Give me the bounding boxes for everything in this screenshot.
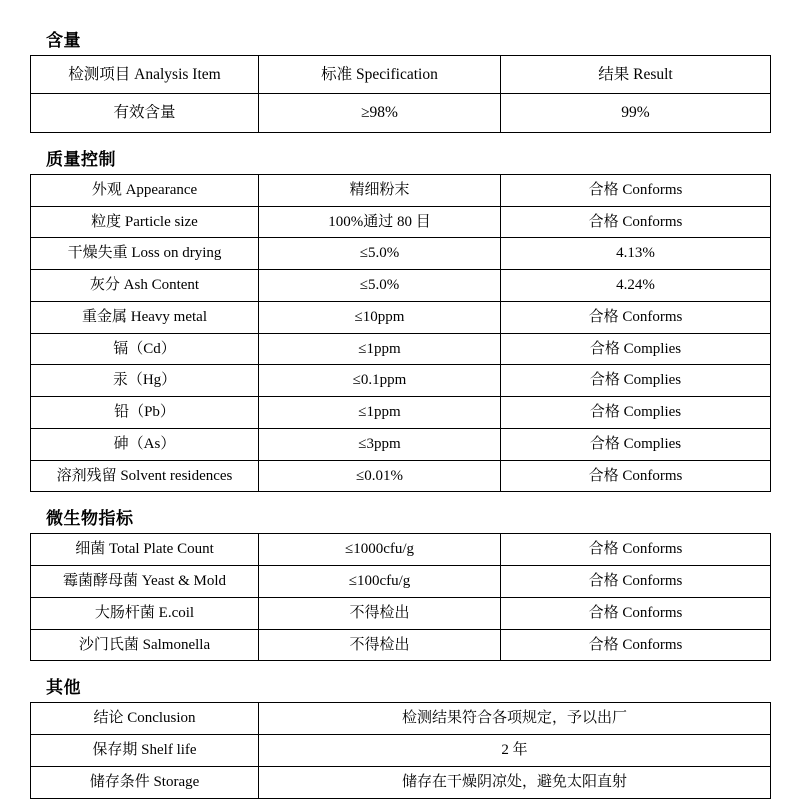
cell-specification: ≤10ppm: [259, 301, 501, 333]
cell-result: 合格 Conforms: [501, 629, 771, 661]
cell-specification: ≤0.1ppm: [259, 365, 501, 397]
cell-specification: ≤5.0%: [259, 270, 501, 302]
table-row: [31, 735, 771, 767]
section-quality-control: [30, 145, 770, 493]
cell-result: 合格 Conforms: [501, 597, 771, 629]
cell-item: 储存条件 Storage: [31, 766, 259, 798]
cell-item: 结论 Conclusion: [31, 703, 259, 735]
table-row: [31, 174, 771, 206]
table-header-row: [31, 56, 771, 94]
cell-result: 合格 Conforms: [501, 206, 771, 238]
cell-result: 合格 Conforms: [501, 534, 771, 566]
cell-item: 干燥失重 Loss on drying: [31, 238, 259, 270]
table-row: [31, 270, 771, 302]
cell-result: 4.13%: [501, 238, 771, 270]
cell-specification: ≤1ppm: [259, 333, 501, 365]
cell-value: 2 年: [259, 735, 771, 767]
cell-specification: 精细粉末: [259, 174, 501, 206]
microbiology-table: [30, 533, 771, 661]
table-row: [31, 301, 771, 333]
cell-result: 合格 Complies: [501, 428, 771, 460]
cell-item: 保存期 Shelf life: [31, 735, 259, 767]
cell-value: 储存在干燥阴凉处，避免太阳直射: [259, 766, 771, 798]
cell-item: 镉（Cd）: [31, 333, 259, 365]
cell-item: 重金属 Heavy metal: [31, 301, 259, 333]
section-microbiology: [30, 504, 770, 661]
table-row: [31, 428, 771, 460]
cell-item: 溶剂残留 Solvent residences: [31, 460, 259, 492]
cell-result: 合格 Complies: [501, 397, 771, 429]
header-cell-item: 检测项目 Analysis Item: [31, 56, 259, 94]
cell-result: 合格 Conforms: [501, 566, 771, 598]
section-title-microbiology: 微生物指标: [46, 509, 134, 529]
header-cell-specification: 标准 Specification: [259, 56, 501, 94]
cell-result: 4.24%: [501, 270, 771, 302]
cell-specification: 不得检出: [259, 629, 501, 661]
cell-specification: ≤1000cfu/g: [259, 534, 501, 566]
cell-result: 合格 Conforms: [501, 174, 771, 206]
cell-item: 有效含量: [31, 94, 259, 132]
cell-result: 合格 Conforms: [501, 460, 771, 492]
cell-result: 合格 Conforms: [501, 301, 771, 333]
cell-item: 汞（Hg）: [31, 365, 259, 397]
cell-result: 合格 Complies: [501, 333, 771, 365]
cell-result: 99%: [501, 94, 771, 132]
table-row: [31, 238, 771, 270]
cell-item: 砷（As）: [31, 428, 259, 460]
table-row: [31, 703, 771, 735]
quality-control-table: [30, 174, 771, 493]
table-row: [31, 534, 771, 566]
section-title-quality-control: 质量控制: [46, 149, 116, 169]
cell-item: 铅（Pb）: [31, 397, 259, 429]
table-row: [31, 94, 771, 132]
cell-item: 霉菌酵母菌 Yeast & Mold: [31, 566, 259, 598]
cell-result: 合格 Complies: [501, 365, 771, 397]
table-row: [31, 597, 771, 629]
table-row: [31, 629, 771, 661]
cell-item: 灰分 Ash Content: [31, 270, 259, 302]
cell-specification: ≤3ppm: [259, 428, 501, 460]
content-table: [30, 55, 771, 133]
cell-specification: ≤1ppm: [259, 397, 501, 429]
section-title-other: 其他: [46, 678, 81, 698]
cell-specification: 不得检出: [259, 597, 501, 629]
other-table: [30, 702, 771, 798]
section-content: [30, 26, 770, 133]
cell-item: 沙门氏菌 Salmonella: [31, 629, 259, 661]
cell-item: 粒度 Particle size: [31, 206, 259, 238]
cell-item: 细菌 Total Plate Count: [31, 534, 259, 566]
cell-specification: ≤100cfu/g: [259, 566, 501, 598]
section-other: [30, 673, 770, 798]
table-row: [31, 365, 771, 397]
cell-item: 外观 Appearance: [31, 174, 259, 206]
table-row: [31, 397, 771, 429]
table-row: [31, 766, 771, 798]
cell-item: 大肠杆菌 E.coil: [31, 597, 259, 629]
cell-specification: 100%通过 80 目: [259, 206, 501, 238]
table-row: [31, 566, 771, 598]
cell-specification: ≤0.01%: [259, 460, 501, 492]
table-row: [31, 460, 771, 492]
section-title-content: 含量: [46, 31, 81, 50]
header-cell-result: 结果 Result: [501, 56, 771, 94]
cell-specification: ≥98%: [259, 94, 501, 132]
table-row: [31, 206, 771, 238]
cell-specification: ≤5.0%: [259, 238, 501, 270]
table-row: [31, 333, 771, 365]
cell-value: 检测结果符合各项规定，予以出厂: [259, 703, 771, 735]
